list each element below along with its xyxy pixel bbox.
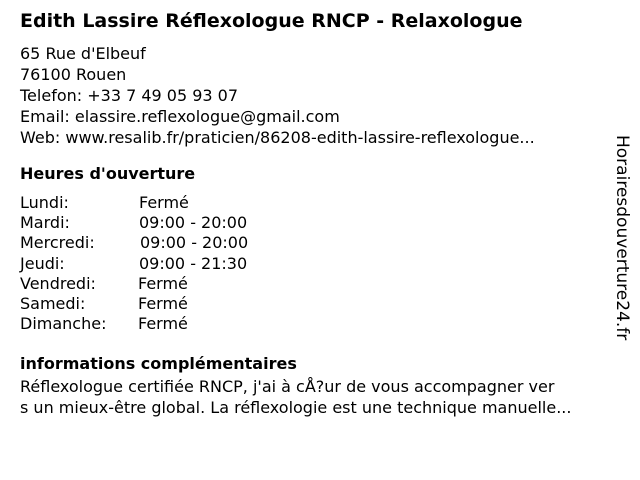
website-link: Web: www.resalib.fr/praticien/86208-edith-lassire-reflexologue... [20,128,535,147]
hours-time: Fermé [138,273,188,293]
email-address: Email: elassire.reflexologue@gmail.com [20,107,340,126]
hours-day: Mardi: [20,213,70,233]
hours-day: Vendredi: [20,273,96,293]
hours-day: Jeudi: [20,253,65,273]
site-watermark: Horairesdouverture24.fr [612,135,632,341]
city-postcode: 76100 Rouen [20,65,127,84]
opening-hours-heading: Heures d'ouverture [20,164,196,183]
hours-time: 09:00 - 20:00 [139,213,248,233]
description-line: s un mieux-être global. La réflexologie est une technique manuelle... [20,398,572,417]
hours-time: Fermé [139,193,189,212]
business-name: Edith Lassire Réflexologue RNCP - Relaxologue [20,10,523,32]
hours-time: 09:00 - 21:30 [139,253,248,273]
additional-info-heading: informations complémentaires [20,354,297,373]
street-address: 65 Rue d'Elbeuf [20,44,146,63]
phone-number: Telefon: +33 7 49 05 93 07 [20,86,239,105]
contact-block [20,43,535,148]
hours-time: Fermé [138,314,188,334]
hours-day: Samedi: [20,293,86,313]
hours-day: Dimanche: [20,314,107,334]
hours-time: Fermé [138,293,188,313]
additional-info-text [20,376,620,418]
hours-time: 09:00 - 20:00 [140,233,249,253]
hours-day: Lundi: [20,193,69,212]
hours-day: Mercredi: [20,233,95,253]
description-line: Réflexologue certifiée RNCP, j'ai à cÅ?ur de vous accompagner ver [20,377,555,396]
